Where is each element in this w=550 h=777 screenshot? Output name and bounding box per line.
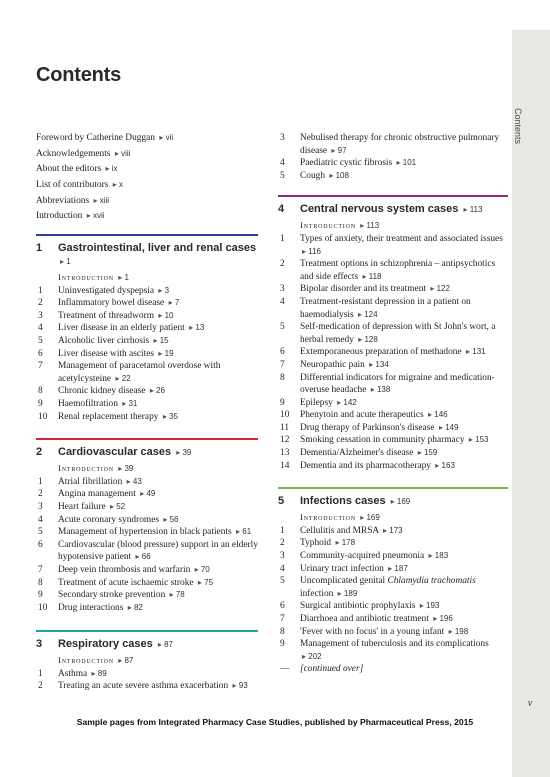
toc-entry[interactable]: List of contributors ▸ x	[36, 179, 258, 192]
page-ref: ▸ 10	[158, 311, 173, 320]
toc-entry[interactable]: 3 Treatment of threadworm ▸ 10	[36, 310, 258, 323]
toc-entry[interactable]: 13 Dementia/Alzheimer's disease ▸ 159	[278, 447, 508, 460]
page-ref: ▸ 131	[466, 347, 486, 356]
toc-entry[interactable]: Introduction ▸ 87	[36, 654, 258, 668]
section-heading[interactable]: 4 Central nervous system cases ▸ 113	[278, 203, 508, 216]
page-ref: ▸ 43	[127, 477, 142, 486]
page-ref: ▸ 196	[433, 614, 453, 623]
toc-entry[interactable]: 8 Chronic kidney disease ▸ 26	[36, 385, 258, 398]
toc-entry[interactable]: 5 Cough ▸ 108	[278, 170, 508, 183]
page-ref: ▸ 169	[391, 497, 411, 506]
toc-left-column	[36, 132, 258, 693]
toc-entry[interactable]: 8 Differential indicators for migraine and medication-overuse headache ▸ 138	[278, 372, 508, 397]
page-ref: ▸ 78	[170, 590, 185, 599]
page-ref: ▸ 183	[429, 551, 449, 560]
page-ref: ▸ 22	[115, 374, 130, 383]
toc-entry[interactable]: 10 Phenytoin and acute therapeutics ▸ 146	[278, 409, 508, 422]
page-ref: ▸ 31	[122, 399, 137, 408]
page-title: Contents	[36, 64, 122, 86]
front-matter	[36, 132, 258, 223]
section-rule	[36, 438, 258, 440]
toc-entry[interactable]: 3 Heart failure ▸ 52	[36, 501, 258, 514]
toc-entry[interactable]: 1 Types of anxiety, their treatment and associated issues ▸ 116	[278, 233, 508, 258]
toc-entry[interactable]: 10 Renal replacement therapy ▸ 35	[36, 411, 258, 424]
toc-entry[interactable]: 3 Nebulised therapy for chronic obstructive pulmonary disease ▸ 97	[278, 132, 508, 157]
page-ref: ▸ 87	[158, 640, 173, 649]
page-ref: ▸ 19	[158, 349, 173, 358]
page-ref: ▸ 93	[233, 681, 248, 690]
toc-entry[interactable]: 10 Drug interactions ▸ 82	[36, 602, 258, 615]
toc-entry[interactable]: Introduction ▸ 169	[278, 511, 508, 525]
section-heading[interactable]: 1 Gastrointestinal, liver and renal cases ▸ 1	[36, 242, 258, 268]
page-ref: ▸ 1	[60, 257, 71, 266]
page-ref: ▸ 70	[195, 565, 210, 574]
toc-entry[interactable]: Abbreviations ▸ xiii	[36, 195, 258, 208]
toc-entry[interactable]: 7 Deep vein thrombosis and warfarin ▸ 70	[36, 564, 258, 577]
toc-entry[interactable]: Foreword by Catherine Duggan ▸ vii	[36, 132, 258, 145]
section-1	[36, 234, 258, 423]
page-ref: ▸ 75	[198, 578, 213, 587]
page-ref: ▸ viii	[115, 149, 131, 158]
page-ref: ▸ 39	[118, 464, 133, 473]
page-ref: ▸ 89	[92, 669, 107, 678]
toc-entry[interactable]: 5 Uncomplicated genital Chlamydia trachomatis infection ▸ 189	[278, 575, 508, 600]
page-ref: ▸ 134	[369, 360, 389, 369]
toc-entry[interactable]: 6 Surgical antibiotic prophylaxis ▸ 193	[278, 600, 508, 613]
toc-entry[interactable]: 8 'Fever with no focus' in a young infant ▸ 198	[278, 626, 508, 639]
toc-entry[interactable]: 9 Secondary stroke prevention ▸ 78	[36, 589, 258, 602]
section-3-continued	[278, 132, 508, 182]
page-ref: ▸ 187	[388, 564, 408, 573]
page-ref: ▸ 82	[128, 603, 143, 612]
toc-entry[interactable]: 3 Community-acquired pneumonia ▸ 183	[278, 550, 508, 563]
toc-entry[interactable]: 7 Neuropathic pain ▸ 134	[278, 359, 508, 372]
toc-entry[interactable]: Introduction ▸ 1	[36, 271, 258, 285]
page-ref: ▸ 198	[449, 627, 469, 636]
page-ref: ▸ 87	[118, 656, 133, 665]
toc-entry[interactable]: 2 Treating an acute severe asthma exacerbation ▸ 93	[36, 680, 258, 693]
toc-entry[interactable]: 2 Typhoid ▸ 178	[278, 537, 508, 550]
toc-entry[interactable]: 5 Self-medication of depression with St John's wort, a herbal remedy ▸ 128	[278, 321, 508, 346]
toc-entry[interactable]: 11 Drug therapy of Parkinson's disease ▸ 149	[278, 422, 508, 435]
section-rule	[278, 487, 508, 489]
page-ref: ▸ 202	[302, 652, 322, 661]
page-ref: ▸ 39	[176, 448, 191, 457]
page-number: v	[527, 698, 533, 709]
page-ref: ▸ 61	[236, 527, 251, 536]
toc-entry[interactable]: Introduction ▸ 113	[278, 219, 508, 233]
toc-entry[interactable]: About the editors ▸ ix	[36, 163, 258, 176]
section-4	[278, 195, 508, 472]
toc-entry[interactable]: 14 Dementia and its pharmacotherapy ▸ 163	[278, 460, 508, 473]
toc-entry[interactable]: 9 Haemofiltration ▸ 31	[36, 398, 258, 411]
page-ref: ▸ 124	[358, 310, 378, 319]
toc-entry[interactable]: 7 Diarrhoea and antibiotic treatment ▸ 196	[278, 613, 508, 626]
page-ref: ▸ 49	[140, 489, 155, 498]
page-ref: ▸ 173	[383, 526, 403, 535]
page-ref: ▸ 118	[362, 272, 381, 281]
page-ref: ▸ 189	[338, 589, 358, 598]
page-ref: ▸ 1	[118, 273, 129, 282]
page-ref: ▸ 52	[110, 502, 125, 511]
page-ref: ▸ 128	[358, 335, 378, 344]
page-ref: ▸ 13	[189, 323, 204, 332]
page-ref: ▸ 26	[150, 386, 165, 395]
page-ref: ▸ 35	[163, 412, 178, 421]
page-ref: ▸ 7	[169, 298, 180, 307]
toc-entry[interactable]: 5 Management of hypertension in black patients ▸ 61	[36, 526, 258, 539]
page-ref: ▸ 193	[420, 601, 440, 610]
toc-entry[interactable]: 3 Bipolar disorder and its treatment ▸ 122	[278, 283, 508, 296]
page-ref: ▸ ix	[105, 164, 117, 173]
page-ref: ▸ 138	[371, 385, 391, 394]
section-heading[interactable]: 2 Cardiovascular cases ▸ 39	[36, 446, 258, 459]
footer-note: Sample pages from Integrated Pharmacy Case Studies, published by Pharmaceutical Press, 2015	[76, 717, 474, 727]
page-ref: ▸ 101	[397, 158, 417, 167]
toc-entry[interactable]: Introduction ▸ xvii	[36, 210, 258, 223]
toc-entry[interactable]: 12 Smoking cessation in community pharmacy ▸ 153	[278, 434, 508, 447]
toc-entry[interactable]: 1 Asthma ▸ 89	[36, 668, 258, 681]
section-heading[interactable]: 3 Respiratory cases ▸ 87	[36, 638, 258, 651]
page-ref: ▸ 113	[463, 205, 482, 214]
toc-entry[interactable]: 8 Treatment of acute ischaemic stroke ▸ 75	[36, 577, 258, 590]
toc-entry[interactable]: 6 Liver disease with ascites ▸ 19	[36, 348, 258, 361]
page-ref: ▸ x	[113, 180, 123, 189]
toc-entry[interactable]: 1 Cellulitis and MRSA ▸ 173	[278, 525, 508, 538]
toc-entry[interactable]: 4 Liver disease in an elderly patient ▸ 13	[36, 322, 258, 335]
page-ref: ▸ 3	[158, 286, 169, 295]
page-ref: ▸ 146	[428, 410, 448, 419]
page-ref: ▸ xvii	[87, 211, 105, 220]
section-2	[36, 438, 258, 614]
toc-entry[interactable]: 4 Acute coronary syndromes ▸ 56	[36, 514, 258, 527]
toc-entry[interactable]: 2 Inflammatory bowel disease ▸ 7	[36, 297, 258, 310]
page-ref: ▸ 97	[331, 146, 346, 155]
toc-entry[interactable]: 6 Extemporaneous preparation of methadone ▸ 131	[278, 346, 508, 359]
page-ref: ▸ 149	[439, 423, 459, 432]
toc-entry[interactable]: 4 Paediatric cystic fibrosis ▸ 101	[278, 157, 508, 170]
page-ref: ▸ 108	[329, 171, 349, 180]
section-rule	[36, 234, 258, 236]
toc-entry[interactable]: 6 Cardiovascular (blood pressure) support in an elderly hypotensive patient ▸ 66	[36, 539, 258, 564]
page-ref: ▸ 56	[163, 515, 178, 524]
toc-entry[interactable]: 5 Alcoholic liver cirrhosis ▸ 15	[36, 335, 258, 348]
section-rule	[278, 195, 508, 197]
page-ref: ▸ 122	[430, 284, 450, 293]
page-ref: ▸ vii	[159, 133, 173, 142]
page-ref: ▸ 163	[435, 461, 455, 470]
toc-entry[interactable]: Introduction ▸ 39	[36, 462, 258, 476]
page-ref: ▸ 142	[337, 398, 357, 407]
page-ref: ▸ 66	[136, 552, 151, 561]
toc-entry[interactable]: 2 Treatment options in schizophrenia – antipsychotics and side effects ▸ 118	[278, 258, 508, 283]
page-ref: ▸ 15	[153, 336, 168, 345]
toc-entry[interactable]: 4 Treatment-resistant depression in a patient on haemodialysis ▸ 124	[278, 296, 508, 321]
section-rule	[36, 630, 258, 632]
page-ref: ▸ 113	[360, 221, 379, 230]
page-ref: ▸ 116	[302, 247, 321, 256]
page-ref: ▸ 169	[360, 513, 380, 522]
page-ref: ▸ 178	[335, 538, 355, 547]
toc-entry[interactable]: 1 Atrial fibrillation ▸ 43	[36, 476, 258, 489]
section-5	[278, 487, 508, 676]
toc-entry[interactable]: 2 Angina management ▸ 49	[36, 488, 258, 501]
toc-entry[interactable]: 9 Epilepsy ▸ 142	[278, 397, 508, 410]
section-heading[interactable]: 5 Infections cases ▸ 169	[278, 495, 508, 508]
toc-entry[interactable]: Acknowledgements ▸ viii	[36, 148, 258, 161]
continued-note: — [continued over]	[280, 664, 364, 675]
toc-entry[interactable]: 9 Management of tuberculosis and its complications ▸ 202	[278, 638, 508, 663]
toc-right-column	[278, 132, 508, 676]
side-tab-label: Contents	[513, 108, 523, 145]
page-ref: ▸ 159	[418, 448, 438, 457]
toc-entry[interactable]: 1 Uninvestigated dyspepsia ▸ 3	[36, 285, 258, 298]
section-3	[36, 630, 258, 693]
toc-entry[interactable]: 4 Urinary tract infection ▸ 187	[278, 563, 508, 576]
toc-entry[interactable]: 7 Management of paracetamol overdose with acetylcysteine ▸ 22	[36, 360, 258, 385]
page-ref: ▸ 153	[469, 435, 489, 444]
page-ref: ▸ xiii	[93, 196, 109, 205]
